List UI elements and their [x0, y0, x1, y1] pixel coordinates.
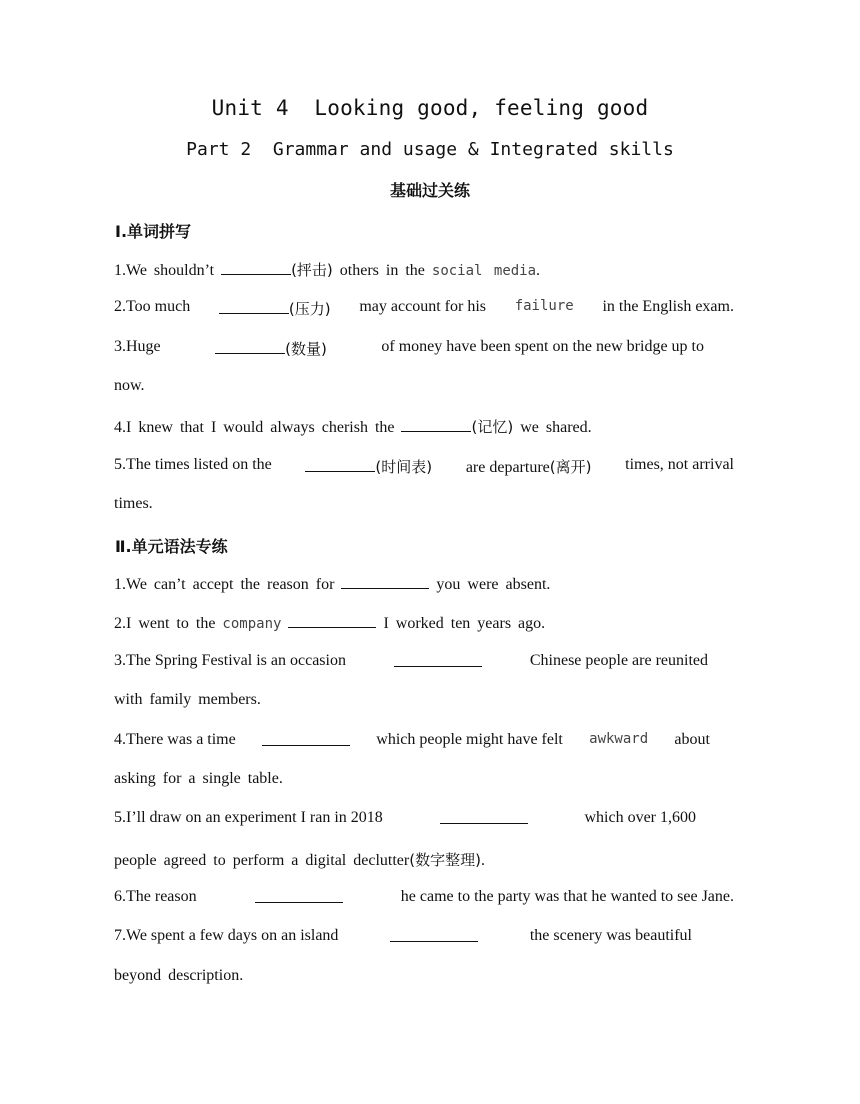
section1-heading: Ⅰ.单词拼写 — [115, 222, 192, 241]
s1-item-1: 1.We shouldn’t (抨击) others in the social media. — [114, 261, 541, 279]
answer-blank[interactable] — [221, 260, 291, 275]
answer-blank[interactable] — [401, 417, 471, 432]
s2-item-7-cont: beyond description. — [114, 967, 244, 984]
s2-item-3: 3.The Spring Festival is an occasion Chinese people are reunited — [114, 652, 708, 669]
answer-blank[interactable] — [305, 457, 375, 472]
s1-item-2: 2.Too much (压力) may account for his failure in the English exam. — [114, 298, 734, 318]
answer-blank[interactable] — [219, 299, 289, 314]
s2-item-4: 4.There was a time which people might have felt awkward about — [114, 731, 710, 748]
s2-item-1: 1.We can’t accept the reason for you were absent. — [114, 576, 551, 593]
section-title: 基础过关练 — [389, 181, 470, 200]
s2-item-3-cont: with family members. — [114, 691, 261, 708]
answer-blank[interactable] — [288, 613, 376, 628]
answer-blank[interactable] — [394, 652, 482, 667]
s1-item-3-cont: now. — [114, 377, 145, 394]
answer-blank[interactable] — [255, 888, 343, 903]
answer-blank[interactable] — [341, 574, 429, 589]
s2-item-5-cont: people agreed to perform a digital declutter(数字整理). — [114, 851, 485, 869]
s1-item-5-cont: times. — [114, 495, 153, 512]
answer-blank[interactable] — [390, 927, 478, 942]
part-subtitle: Part 2 Grammar and usage & Integrated skills — [186, 139, 674, 160]
s1-item-3: 3.Huge (数量) of money have been spent on the new bridge up to — [114, 338, 704, 358]
s1-item-4: 4.I knew that I would always cherish the (记忆) we shared. — [114, 418, 592, 436]
answer-blank[interactable] — [215, 339, 285, 354]
s2-item-5: 5.I’ll draw on an experiment I ran in 2018 which over 1,600 — [114, 809, 696, 826]
answer-blank[interactable] — [262, 731, 350, 746]
s2-item-6: 6.The reason he came to the party was that he wanted to see Jane. — [114, 888, 734, 905]
s1-item-5: 5.The times listed on the (时间表) are departure(离开) times, not arrival — [114, 456, 734, 476]
section2-heading: Ⅱ.单元语法专练 — [115, 537, 228, 556]
s2-item-4-cont: asking for a single table. — [114, 770, 283, 787]
s2-item-2: 2.I went to the company I worked ten years ago. — [114, 615, 546, 632]
s2-item-7: 7.We spent a few days on an island the scenery was beautiful — [114, 927, 692, 944]
unit-title: Unit 4 Looking good, feeling good — [211, 96, 649, 120]
answer-blank[interactable] — [440, 809, 528, 824]
